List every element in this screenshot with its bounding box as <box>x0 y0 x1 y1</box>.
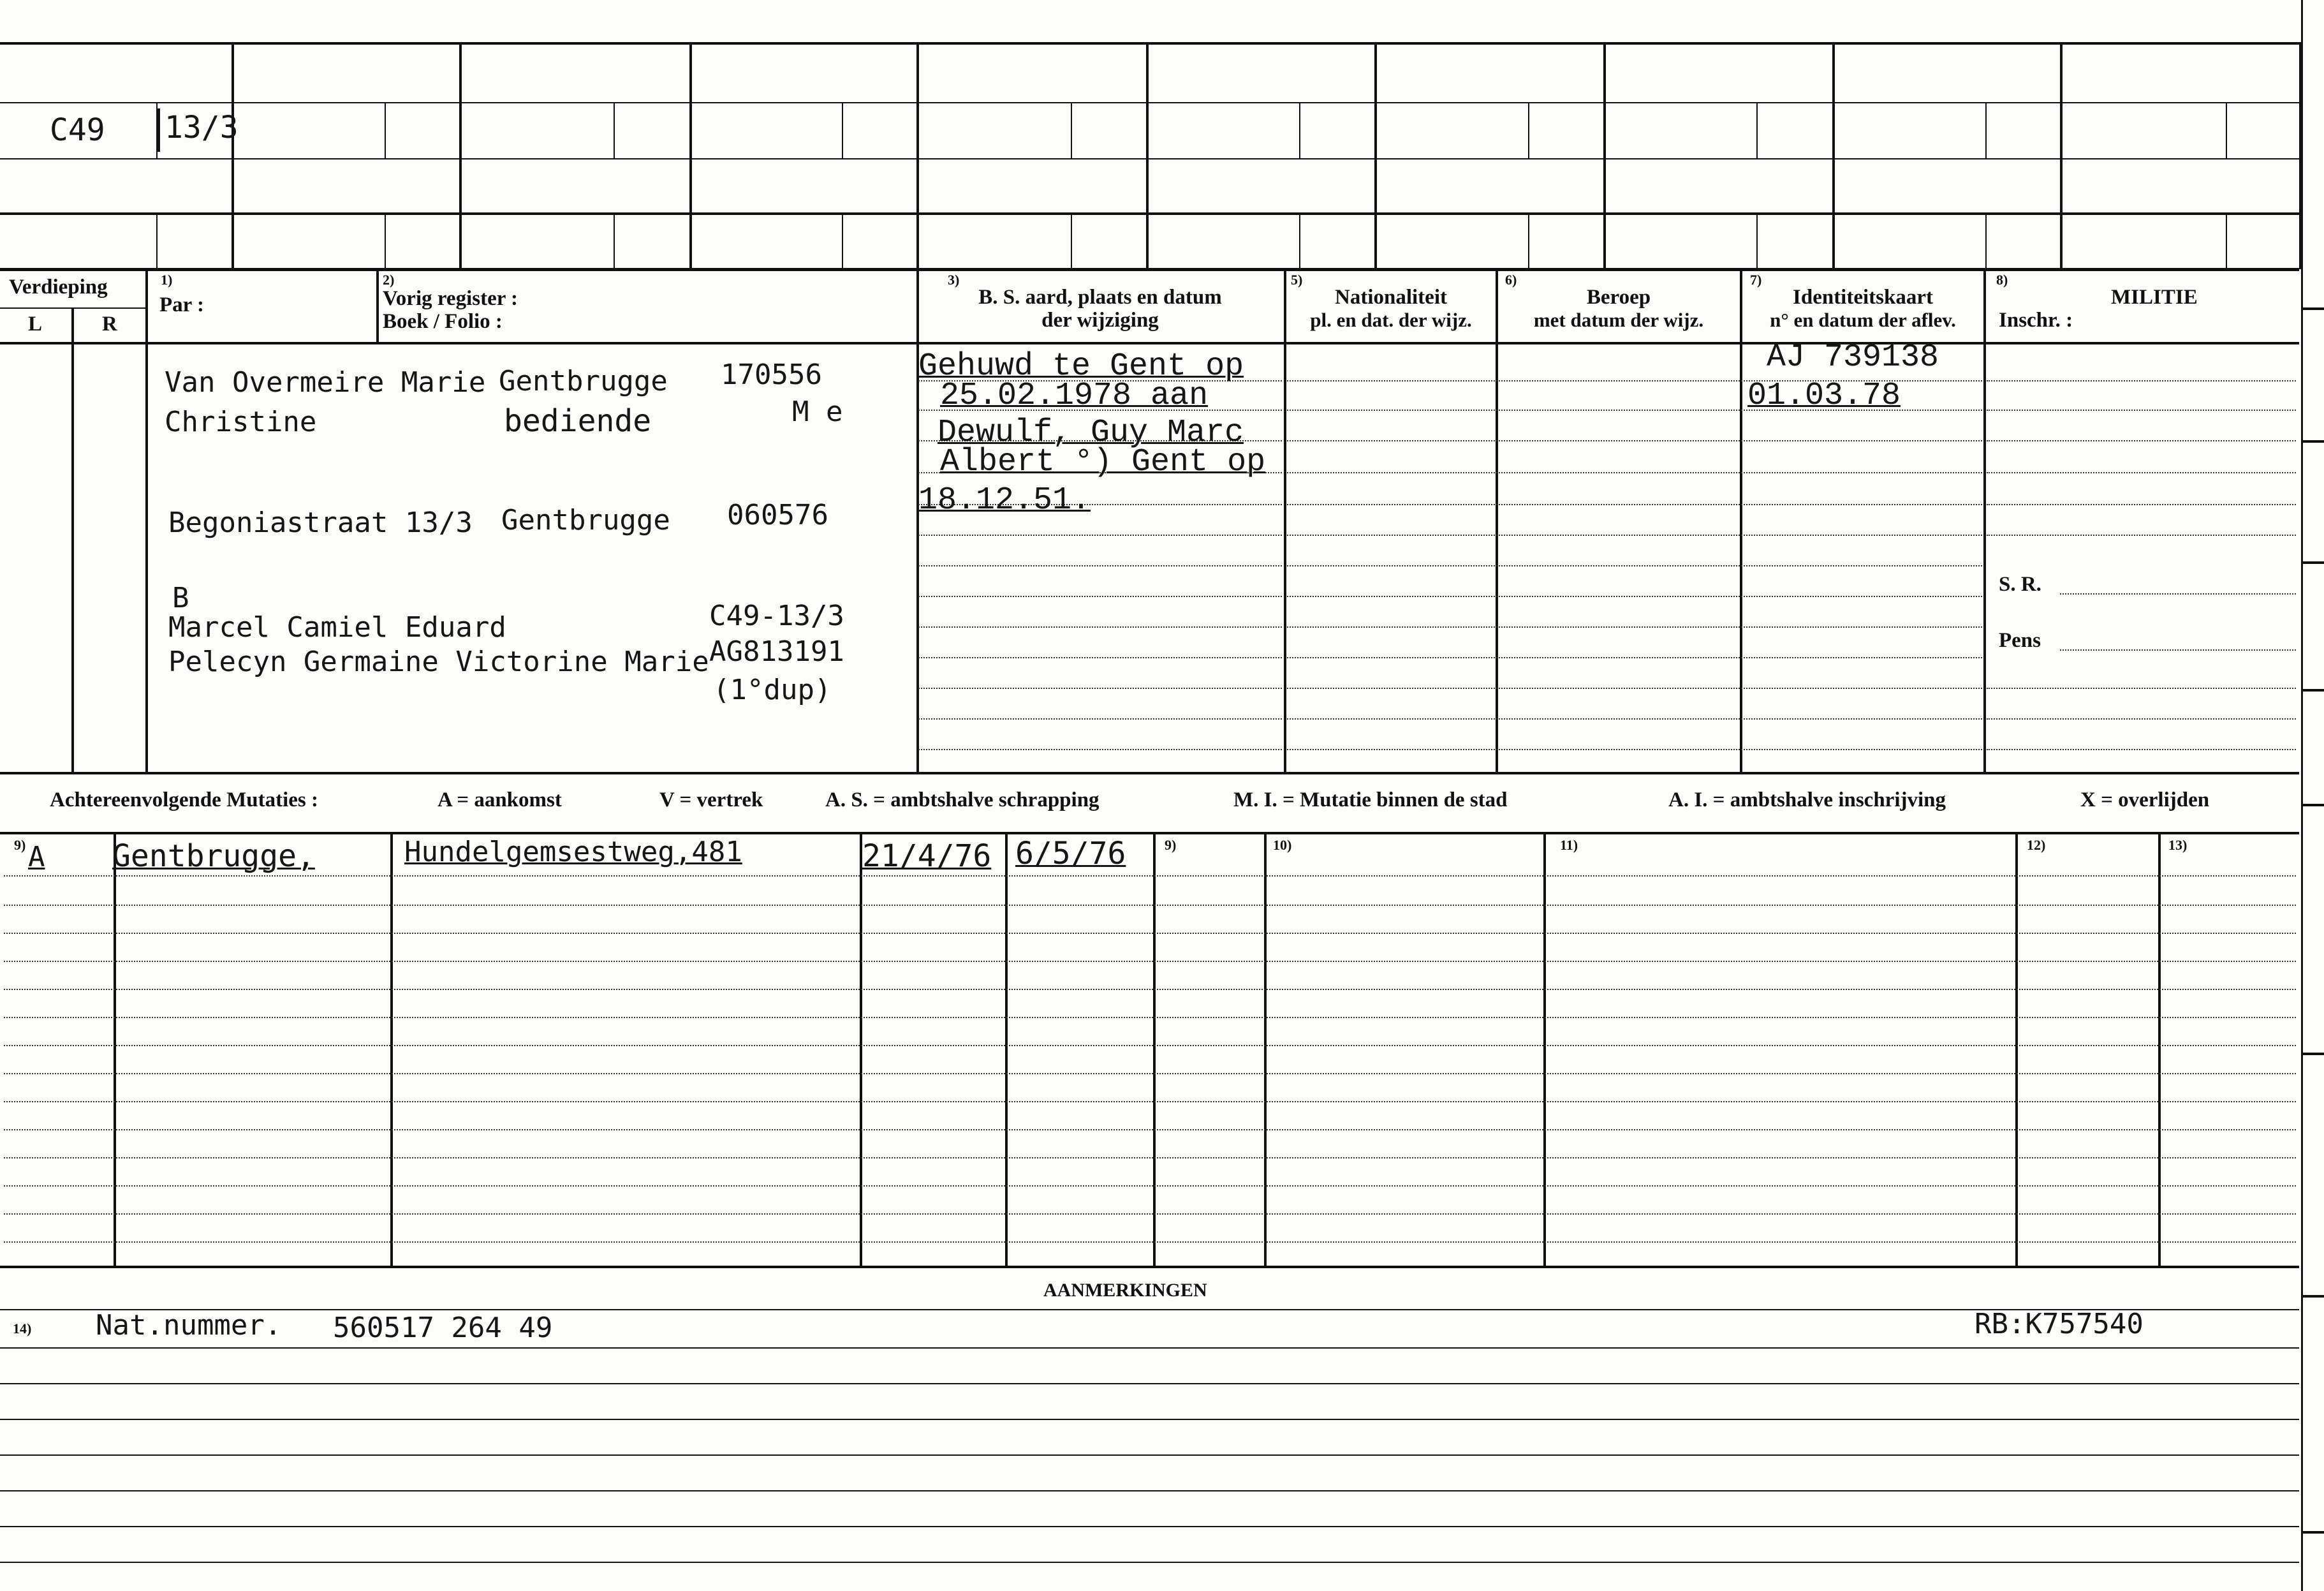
col9-number: 9) <box>14 837 26 853</box>
civil-status-line-3: Dewulf, Guy Marc <box>938 415 1244 451</box>
par-label: Par : <box>159 293 204 316</box>
civil-status-line-4: Albert °) Gent op <box>940 444 1266 480</box>
col12-number: 12) <box>2027 837 2046 853</box>
legend-as: A. S. = ambtshalve schrapping <box>825 788 1099 811</box>
civil-status-line-5: 18.12.51. <box>918 482 1091 519</box>
rb-number: RB:K757540 <box>1975 1308 2144 1340</box>
mutation-street: Hundelgemsestweg,481 <box>404 836 742 868</box>
col9b-number: 9) <box>1165 837 1177 853</box>
mutation-city: Gentbrugge, <box>112 838 315 874</box>
beroep-label-2: met datum der wijz. <box>1533 309 1704 331</box>
r-label: R <box>102 313 117 336</box>
top-house-number: 13/3 <box>165 110 239 145</box>
legend-mi: M. I. = Mutatie binnen de stad <box>1233 788 1508 811</box>
remarks-title: AANMERKINGEN <box>1043 1280 1207 1301</box>
identity-card-number: AJ 739138 <box>1767 339 1939 376</box>
col3-number: 3) <box>948 272 960 288</box>
boek-folio-label: Boek / Folio : <box>383 310 503 333</box>
col8-number: 8) <box>1996 272 2008 288</box>
person-name-2: Christine <box>165 406 317 438</box>
identiteitskaart-label-2: n° en datum der aflev. <box>1770 309 1956 331</box>
nat-number-label: Nat.nummer. <box>96 1309 282 1342</box>
legend-title: Achtereenvolgende Mutaties : <box>50 788 318 811</box>
address-city: Gentbrugge <box>501 504 670 536</box>
mutation-date-1: 21/4/76 <box>862 838 992 874</box>
identity-card-date: 01.03.78 <box>1747 378 1901 414</box>
nationaliteit-label-1: Nationaliteit <box>1335 286 1447 309</box>
col13-number: 13) <box>2168 837 2188 853</box>
col10-number: 10) <box>1273 837 1292 853</box>
l-label: L <box>28 313 43 336</box>
bs-label-2: der wijziging <box>1041 309 1159 332</box>
top-code: C49 <box>50 112 105 148</box>
vorig-register-label: Vorig register : <box>383 287 518 310</box>
father-name: Marcel Camiel Eduard <box>168 611 506 644</box>
legend-v: V = vertrek <box>659 788 763 811</box>
duplicate-note: (1°dup) <box>713 674 832 706</box>
person-name-1: Van Overmeire Marie <box>165 366 486 399</box>
col5-number: 5) <box>1291 272 1303 288</box>
mutation-date-2: 6/5/76 <box>1015 836 1126 871</box>
birth-place: Gentbrugge <box>499 365 668 397</box>
col7-number: 7) <box>1750 272 1762 288</box>
col11-number: 11) <box>1560 837 1578 853</box>
verdieping-label: Verdieping <box>9 276 108 299</box>
reference-code: C49-13/3 <box>709 600 844 632</box>
col6-number: 6) <box>1505 272 1517 288</box>
id-code: AG813191 <box>709 635 844 668</box>
militie-label: MILITIE <box>2111 286 2198 309</box>
remarks-number: 14) <box>13 1321 32 1336</box>
sex-mark: M e <box>792 396 843 428</box>
sr-label: S. R. <box>1999 573 2041 596</box>
col1-number: 1) <box>161 272 173 288</box>
identiteitskaart-label-1: Identiteitskaart <box>1793 286 1933 309</box>
address: Begoniastraat 13/3 <box>168 507 473 539</box>
birth-date: 170556 <box>721 359 822 391</box>
beroep-label-1: Beroep <box>1586 286 1651 309</box>
mutation-type: A <box>28 841 45 873</box>
legend-a: A = aankomst <box>438 788 562 811</box>
bs-label-1: B. S. aard, plaats en datum <box>978 286 1222 309</box>
legend-x: X = overlijden <box>2080 788 2210 811</box>
nationaliteit-label-2: pl. en dat. der wijz. <box>1310 309 1472 331</box>
inschr-label: Inschr. : <box>1999 309 2073 332</box>
mother-name: Pelecyn Germaine Victorine Marie <box>168 646 709 678</box>
civil-status-line-1: Gehuwd te Gent op <box>918 348 1244 385</box>
address-date: 060576 <box>727 499 828 531</box>
civil-status-line-2: 25.02.1978 aan <box>940 378 1209 414</box>
legend-ai: A. I. = ambtshalve inschrijving <box>1668 788 1946 811</box>
col2-number: 2) <box>383 272 395 288</box>
nat-number-value: 560517 264 49 <box>333 1312 553 1344</box>
letter-b: B <box>172 582 189 614</box>
occupation: bediende <box>504 403 652 439</box>
pens-label: Pens <box>1999 629 2041 652</box>
